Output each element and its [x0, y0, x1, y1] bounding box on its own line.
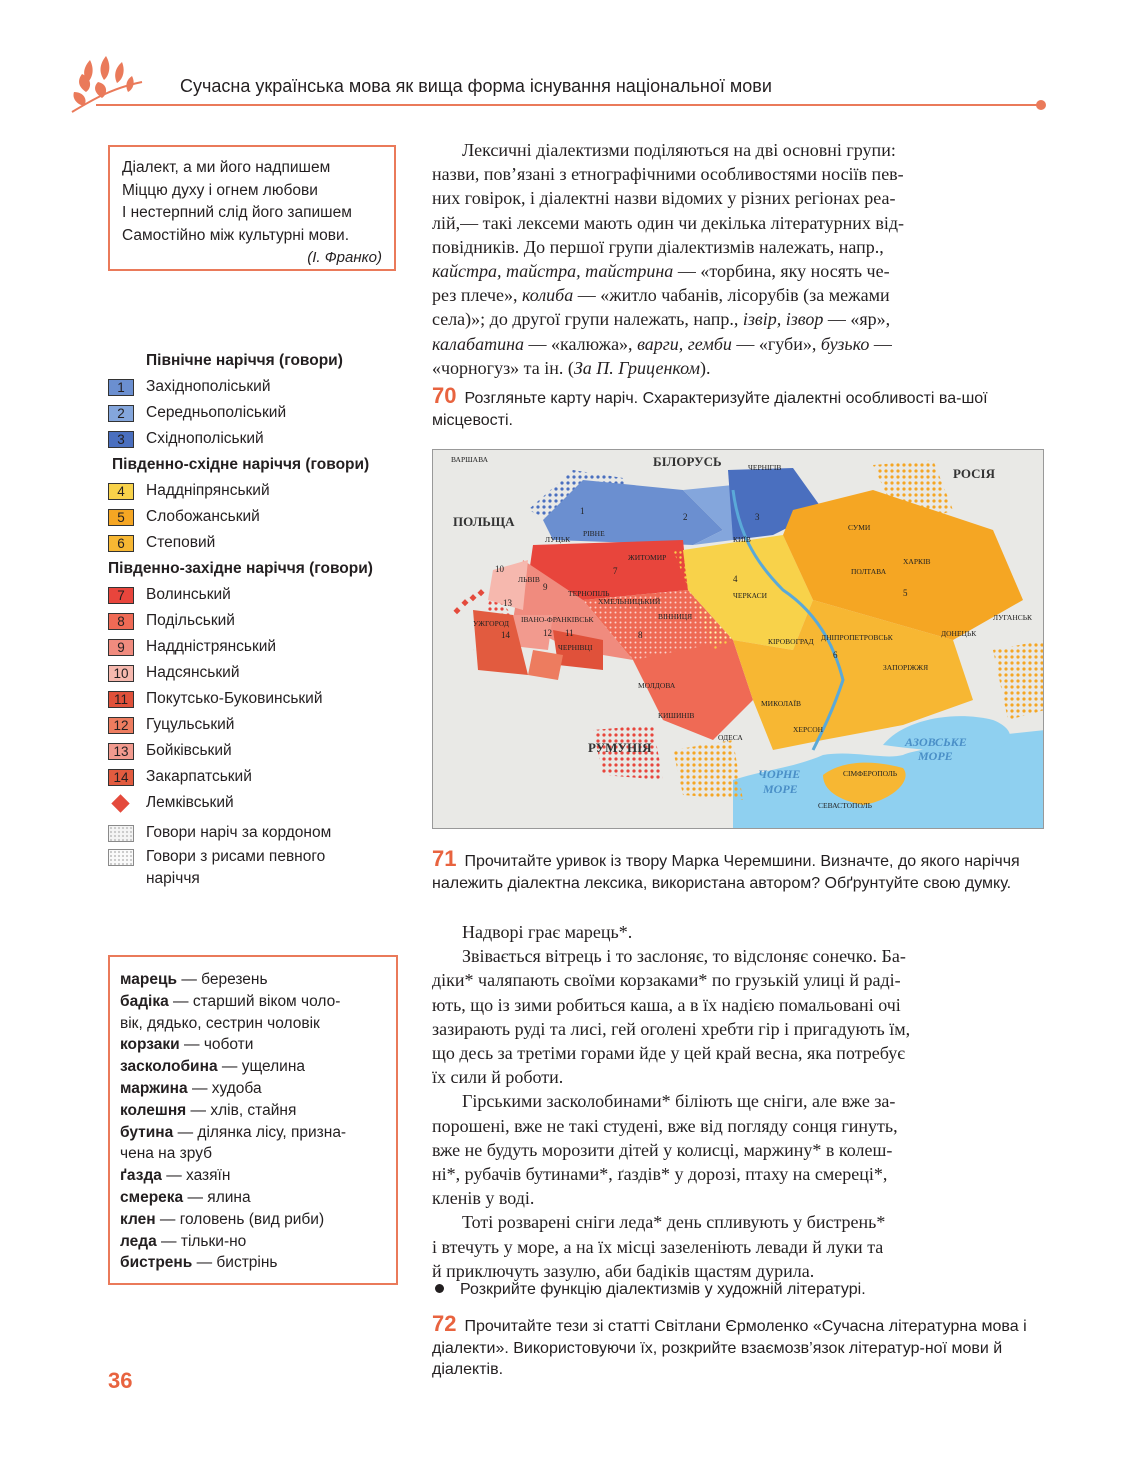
map-region-number: 10 [495, 564, 504, 574]
task-number: 71 [432, 846, 457, 871]
glossary-term: клен [120, 1210, 156, 1228]
map-city-label: ПОЛТАВА [851, 567, 887, 576]
map-city-label: СЕВАСТОПОЛЬ [818, 801, 872, 810]
task-number: 72 [432, 1311, 457, 1336]
glossary-def: — березень [177, 971, 268, 988]
glossary-entry [120, 991, 386, 1013]
map-region-number: 14 [501, 630, 510, 640]
paragraph-line: повідників. До першої групи діалектизмів належать, напр., [432, 236, 884, 257]
paragraph-line: кайстра, тайстра, тайстрина — «торбина, яку носять че- [432, 261, 890, 282]
legend-swatch: 12 [108, 717, 134, 734]
glossary-box [108, 955, 398, 1285]
excerpt-line: й приключуть зазулю, аби бадіків щастям дурила. [432, 1260, 815, 1281]
legend-group-title: Південно-східне наріччя (говори) [112, 456, 370, 473]
excerpt-line: кленів у воді. [432, 1188, 535, 1209]
map-region-number: 1 [580, 506, 585, 516]
bullet-icon [435, 1284, 444, 1293]
map-sea-label: МОРЕ [918, 749, 953, 763]
legend-item [108, 790, 408, 816]
legend-label: Середньополіський [146, 404, 287, 421]
legend-item [108, 426, 408, 452]
epigraph-author: (І. Франко) [307, 249, 382, 266]
bullet-text: Розкрийте функцію діалектизмів у художній літературі. [460, 1281, 866, 1298]
header-rule [96, 104, 1040, 106]
epigraph-line: Міццю духу і огнем любови [122, 181, 318, 199]
excerpt-line: зазирають руді та лисі, гей оголені хребти гір і пригадують їм, [432, 1018, 911, 1039]
map-region-number: 3 [755, 512, 760, 522]
legend-label: Подільський [146, 612, 235, 629]
map-region-number: 11 [565, 628, 574, 638]
map-city-label: ТЕРНОПІЛЬ [568, 589, 610, 598]
map-legend [108, 348, 408, 890]
legend-label: Говори з рисами певного наріччя [146, 848, 326, 887]
legend-label: Надсянський [146, 664, 240, 681]
map-city-label: ХАРКІВ [903, 557, 931, 566]
legend-item [108, 634, 408, 660]
map-region-number: 7 [613, 566, 618, 576]
glossary-entry [120, 1231, 386, 1253]
glossary-term: засколобина [120, 1058, 218, 1076]
map-city-label: МИКОЛАЇВ [761, 699, 801, 708]
glossary-term: леда [120, 1232, 157, 1250]
page-number: 36 [108, 1368, 133, 1393]
glossary-entry [120, 1013, 386, 1035]
glossary-def: — ялина [183, 1188, 251, 1206]
bullet-task [432, 1281, 866, 1299]
glossary-entry [120, 1100, 386, 1122]
glossary-entry [120, 1034, 386, 1056]
legend-item [108, 400, 408, 426]
map-region-number: 2 [683, 512, 688, 522]
legend-item [108, 660, 408, 686]
map-city-label: ЛУГАНСЬК [993, 613, 1033, 622]
map-country-label: ПОЛЬЩА [453, 514, 515, 529]
legend-item [108, 582, 408, 608]
glossary-term: марець [120, 971, 178, 988]
map-city-label: КІРОВОГРАД [768, 637, 814, 646]
excerpt-line: Тоті розварені сніги леда* день спливують у бистрень* [462, 1212, 886, 1233]
glossary-term: колешня [120, 1101, 187, 1119]
glossary-entry [120, 1078, 386, 1100]
legend-item [108, 530, 408, 556]
excerpt-line: ють, що із зими робиться каша, а в їх надією помальовані очі [432, 994, 901, 1015]
legend-label: Волинський [146, 586, 231, 603]
header-flower-ornament [62, 52, 152, 116]
map-country-label: РУМУНІЯ [588, 740, 652, 755]
paragraph-line: «чорногуз» та ін. (За П. Гриценком). [432, 357, 711, 378]
glossary-entry [120, 1165, 386, 1187]
map-city-label: ЧЕРКАСИ [733, 591, 768, 600]
legend-item [108, 608, 408, 634]
map-city-label: КИЇВ [733, 535, 751, 544]
legend-label: Говори наріч за кордоном [146, 824, 332, 841]
glossary-def: — хазяїн [161, 1167, 231, 1185]
map-city-label: РІВНЕ [583, 529, 605, 538]
map-country-label: БІЛОРУСЬ [653, 454, 722, 469]
task-71 [432, 848, 1044, 894]
excerpt-line: їх сили й роботи. [432, 1067, 564, 1088]
paragraph-line: лій,— такі лексеми мають один чи декілька літературних від- [432, 212, 905, 233]
excerpt-line: Надворі грає марець*. [462, 922, 633, 942]
header-rule-dot [1036, 100, 1046, 110]
glossary-entry [120, 1187, 386, 1209]
map-region-number: 4 [733, 574, 738, 584]
legend-label: Західнополіський [146, 378, 271, 395]
map-city-label: ЛУЦЬК [545, 535, 571, 544]
glossary-entry [120, 1143, 386, 1165]
map-city-label: ОДЕСА [718, 733, 743, 742]
dotted-swatch-icon [108, 849, 134, 866]
paragraph-line: назви, пов’язані з етнографічними особливостями носіїв пев- [432, 164, 904, 185]
glossary-def: чена на зруб [120, 1145, 213, 1163]
map-city-label: ХМЕЛЬНИЦЬКИЙ [598, 597, 661, 606]
glossary-term: корзаки [120, 1036, 180, 1054]
excerpt-line: діки* чаляпають своїми корзаками* по грузькій улиці й раді- [432, 970, 901, 991]
legend-item [108, 764, 408, 790]
glossary-term: ґазда [120, 1167, 162, 1185]
glossary-def: — старший віком чоло- [168, 992, 341, 1010]
legend-swatch: 4 [108, 483, 134, 500]
map-region-number: 8 [638, 630, 643, 640]
glossary-term: бутина [120, 1123, 174, 1141]
map-sea-label: АЗОВСЬКЕ [905, 735, 967, 749]
legend-swatch: 3 [108, 431, 134, 448]
legend-item [108, 374, 408, 400]
glossary-def: — худоба [187, 1079, 262, 1097]
glossary-entry [120, 1122, 386, 1144]
excerpt-line: порошені, вже не такі студені, вже від погляду сонця гинуть, [432, 1115, 898, 1136]
glossary-term: бадіка [120, 992, 169, 1010]
excerpt-line: Звівається вітрець і то заслоняє, то відслоняє сонечко. Ба- [462, 946, 906, 967]
paragraph-line: Лексичні діалектизми поділяються на дві основні групи: [462, 140, 896, 160]
task-72 [432, 1313, 1044, 1381]
map-city-label: ДОНЕЦЬК [941, 629, 977, 638]
region-12 [528, 650, 563, 680]
legend-item [108, 686, 408, 712]
diamond-icon [111, 794, 129, 812]
excerpt-line: ні*, рубачів бутинами*, ґаздів* у дорозі, птаху на смереці*, [432, 1164, 888, 1185]
legend-swatch: 10 [108, 665, 134, 682]
map-city-label: КИШИНІВ [658, 711, 695, 720]
map-region-number: 12 [543, 628, 552, 638]
map-city-label: ІВАНО-ФРАНКІВСЬК [521, 615, 594, 624]
legend-label: Лемківський [146, 794, 234, 811]
map-city-label: ЖИТОМИР [628, 553, 667, 562]
legend-swatch: 7 [108, 587, 134, 604]
paragraph-line: села)»; до другої групи належать, напр., ізвір, ізвор — «яр», [432, 309, 891, 330]
glossary-def: — ущелина [217, 1058, 306, 1076]
legend-label: Наддніпрянський [146, 482, 270, 499]
map-country-label: МОЛДОВА [638, 681, 676, 690]
legend-item [108, 712, 408, 738]
legend-swatch: 9 [108, 639, 134, 656]
task-number: 70 [432, 383, 457, 408]
legend-label: Наддністрянський [146, 638, 277, 655]
map-city-label: УЖГОРОД [473, 619, 510, 628]
glossary-def: — хлів, стайня [186, 1101, 297, 1119]
task-text: Розгляньте карту наріч. Схарактеризуйте діалектні особливості ва-шої місцевості. [432, 390, 988, 429]
legend-label: Східнополіський [146, 430, 264, 447]
glossary-term: смерека [120, 1188, 184, 1206]
legend-swatch: 11 [108, 691, 134, 708]
cheremshyna-excerpt [432, 920, 1044, 1283]
glossary-term: маржина [120, 1079, 188, 1097]
dotted-swatch-icon [108, 825, 134, 842]
excerpt-line: вже не будуть морозити дітей у колисці, маржину* в колеш- [432, 1139, 893, 1160]
glossary-def: — ділянка лісу, призна- [173, 1123, 347, 1141]
map-sea-label: ЧОРНЕ [758, 767, 801, 781]
legend-label: Слобожанський [146, 508, 260, 525]
legend-label: Покутсько-Буковинський [146, 690, 323, 707]
lexical-dialectisms-paragraph [432, 138, 1044, 380]
glossary-def: — тільки-но [156, 1232, 247, 1250]
legend-group-title: Північне наріччя (говори) [146, 352, 343, 369]
legend-label: Бойківський [146, 742, 232, 759]
map-sea-label: МОРЕ [763, 782, 798, 796]
legend-swatch: 14 [108, 769, 134, 786]
legend-item [108, 820, 408, 846]
glossary-term: бистрень [120, 1254, 193, 1272]
task-70 [432, 385, 1044, 431]
glossary-def: — бистрінь [192, 1254, 278, 1272]
glossary-def: — головень (вид риби) [155, 1210, 325, 1228]
paragraph-line: калабатина — «калюжа», варги, гемби — «губи», бузько — [432, 333, 892, 354]
map-city-label: ВАРШАВА [451, 455, 489, 464]
glossary-entry [120, 1209, 386, 1231]
glossary-def: вік, дядько, сестрин чоловік [120, 1014, 320, 1032]
dialect-map [432, 449, 1044, 829]
legend-label: Гуцульський [146, 716, 235, 733]
legend-item [108, 478, 408, 504]
map-city-label: ХЕРСОН [793, 725, 824, 734]
map-region-number: 13 [503, 598, 512, 608]
map-city-label: СУМИ [848, 523, 871, 532]
paragraph-line: них говірок, і діалектні назви відомих у різних регіонах реа- [432, 188, 896, 209]
task-text: Прочитайте уривок із твору Марка Черемшини. Визначте, до якого наріччя належить діалектна лексика, використана автором? Обґрунтуйте свою думку. [432, 853, 1020, 892]
legend-label: Закарпатський [146, 768, 252, 785]
glossary-entry [120, 969, 386, 991]
glossary-entry [120, 1252, 386, 1274]
map-city-label: ЛЬВІВ [518, 575, 540, 584]
task-text: Прочитайте тези зі статті Світлани Єрмоленко «Сучасна літературна мова і діалекти». Використовуючи їх, розкрийте взаємозв’язок літератур-ної мови й діалектів. [432, 1318, 1027, 1378]
legend-swatch: 1 [108, 379, 134, 396]
legend-label: Степовий [146, 534, 216, 551]
legend-swatch: 13 [108, 743, 134, 760]
map-city-label: СІМФЕРОПОЛЬ [843, 769, 898, 778]
epigraph-box [108, 145, 396, 271]
map-country-label: РОСІЯ [953, 466, 995, 481]
epigraph-line: Самостійно між культурні мови. [122, 226, 350, 244]
excerpt-line: Гірськими засколобинами* біліють ще сніги, але вже за- [462, 1091, 896, 1112]
legend-group-title: Південно-західне наріччя (говори) [108, 560, 373, 577]
header-title: Сучасна українська мова як вища форма існування національної мови [180, 76, 772, 96]
excerpt-line: що десь за третіми горами йде у цей край весна, яка потребує [432, 1043, 905, 1064]
map-city-label: ВІННИЦЯ [658, 612, 693, 621]
map-region-number: 6 [833, 650, 838, 660]
map-region-number: 5 [903, 588, 908, 598]
glossary-def: — чоботи [179, 1036, 254, 1054]
dotted-zone [673, 740, 743, 800]
legend-item [108, 504, 408, 530]
map-city-label: ДНІПРОПЕТРОВСЬК [821, 633, 893, 642]
paragraph-line: рез плече», колиба — «житло чабанів, лісорубів (за межами [432, 285, 890, 306]
legend-item [108, 738, 408, 764]
legend-swatch: 5 [108, 509, 134, 526]
legend-swatch: 6 [108, 535, 134, 552]
excerpt-line: і втечуть у море, а на їх місці зазеленіють левади й луки та [432, 1236, 884, 1257]
map-region-number: 9 [543, 582, 548, 592]
legend-item [108, 846, 408, 890]
map-city-label: ЧЕРНІГІВ [748, 463, 782, 472]
map-city-label: ЗАПОРІЖЖЯ [883, 663, 929, 672]
legend-swatch: 8 [108, 613, 134, 630]
legend-swatch: 2 [108, 405, 134, 422]
epigraph-line: Діалект, а ми його надпишем [122, 159, 331, 176]
epigraph-line: І нестерпний слід його запишем [122, 204, 352, 221]
glossary-entry [120, 1056, 386, 1078]
map-city-label: ЧЕРНІВЦІ [558, 643, 593, 652]
